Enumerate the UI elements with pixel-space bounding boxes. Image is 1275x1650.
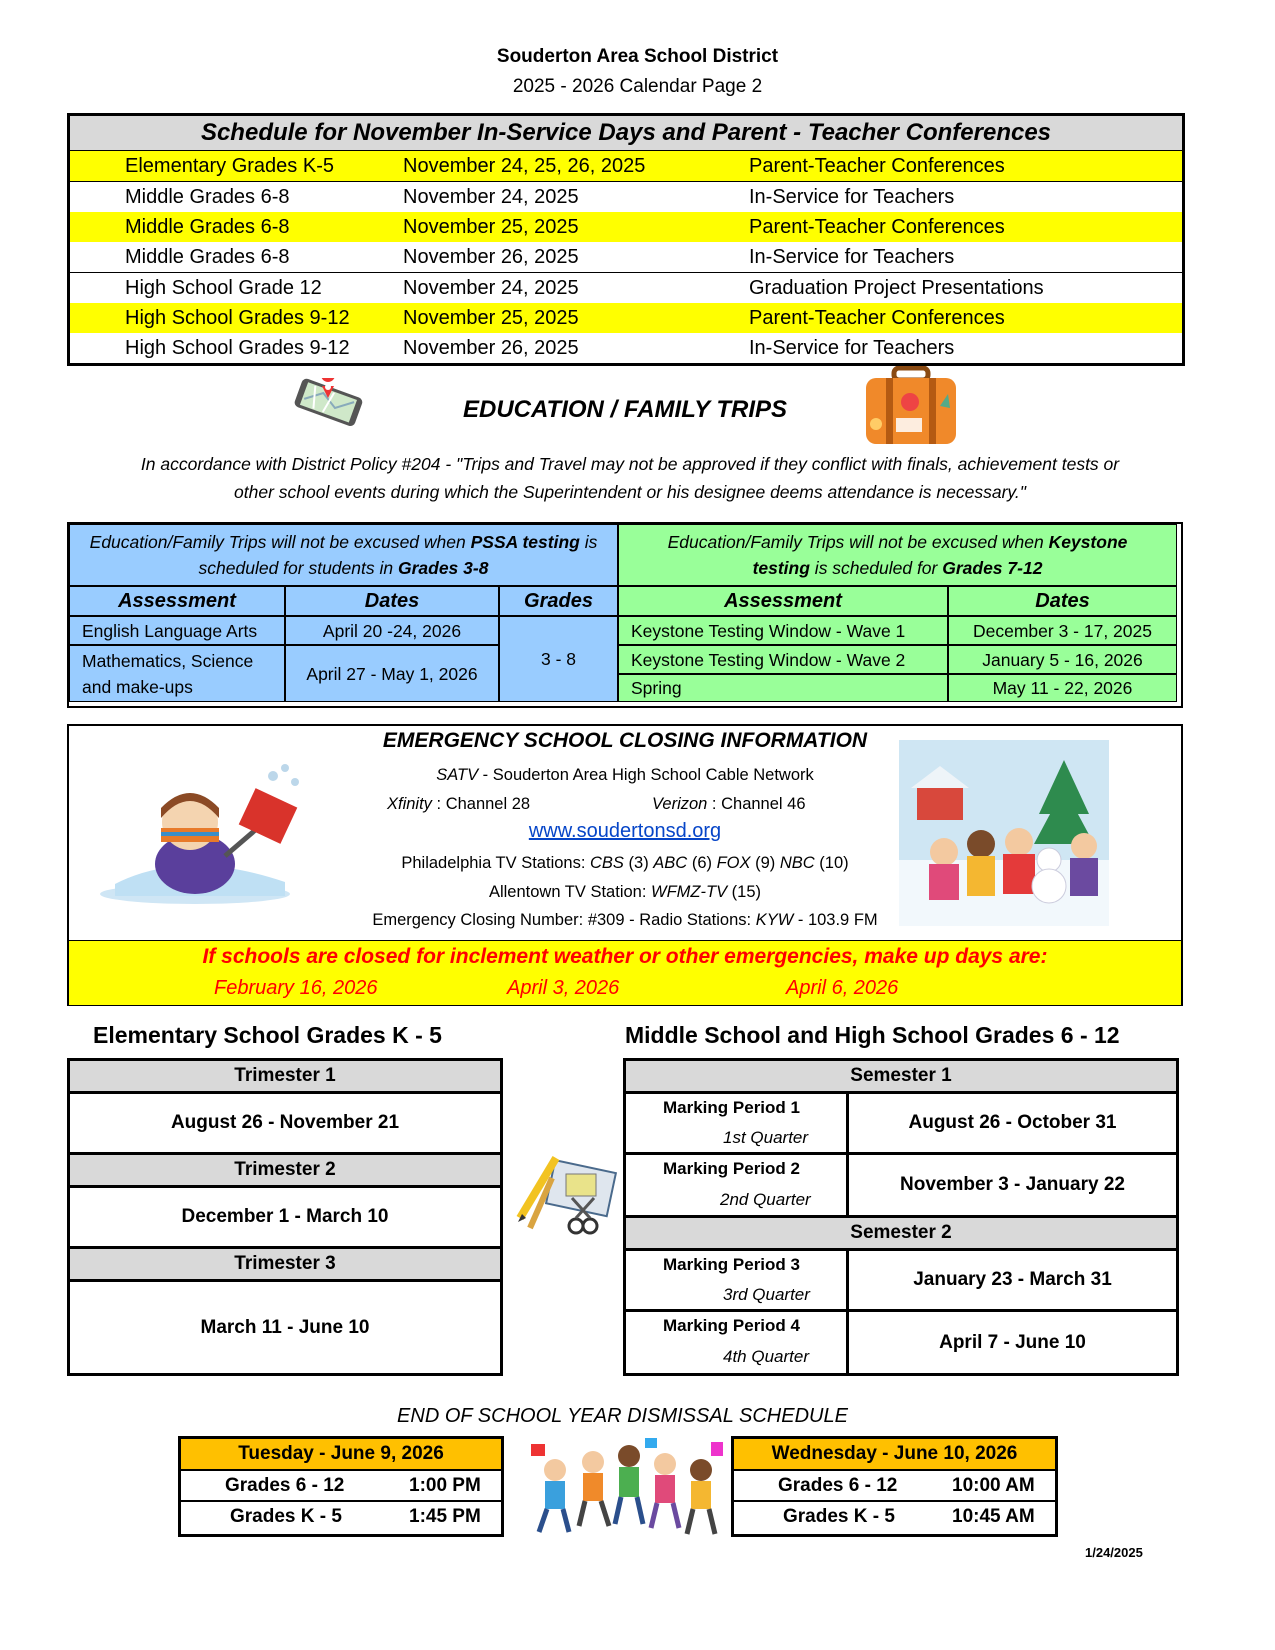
district-website-link[interactable]: www.soudertonsd.org	[528, 820, 722, 842]
marking-period-dates: August 26 - October 31	[908, 1112, 1117, 1133]
satv-line: SATV - Souderton Area High School Cable Network	[436, 766, 814, 784]
row-event: In-Service for Teachers	[749, 246, 955, 268]
row-event: Parent-Teacher Conferences	[749, 155, 1005, 177]
table-row	[70, 181, 1182, 212]
row-group: High School Grade 12	[125, 277, 322, 299]
row-date: November 26, 2025	[403, 246, 579, 268]
table-row	[70, 333, 1182, 363]
table-row	[70, 242, 1182, 272]
emergency-closing-box: EMERGENCY SCHOOL CLOSING INFORMATION SATV - Souderton Area High School Cable Network Xfinity : Channel 28 Verizon : Channel 46 www.soudertonsd.org Philadelphia TV Stations: CBS (3) ABC (6) FOX (9) NBC (10) Allentown TV Station: WFMZ-TV (15) Emergency Closing Number: #309 - Radio Stations: KYW - 103.9 FM If schools are closed for inclement weather or other emergencies, make up days are: February 16, 2026 April 3, 2026 April 6, 2026	[67, 724, 1183, 1006]
pssa-grades: 3 - 8	[499, 616, 618, 702]
pssa-row-dates: April 20 -24, 2026	[285, 616, 499, 645]
semester-label: Semester 2	[626, 1218, 1176, 1248]
philadelphia-stations: Philadelphia TV Stations: CBS (3) ABC (6) FOX (9) NBC (10)	[401, 854, 849, 872]
emergency-title: EMERGENCY SCHOOL CLOSING INFORMATION	[382, 729, 868, 752]
calendar-subtitle: 2025 - 2026 Calendar Page 2	[512, 76, 763, 97]
makeup-day: April 6, 2026	[786, 977, 899, 999]
keystone-intro: Education/Family Trips will not be excused when Keystone testing is scheduled for Grades 7-12	[618, 524, 1177, 586]
pssa-intro: Education/Family Trips will not be excused when PSSA testing is scheduled for students in Grades 3-8	[69, 524, 618, 586]
marking-period	[626, 1312, 846, 1373]
trimester-dates: December 1 - March 10	[181, 1206, 389, 1227]
school-supplies-icon	[510, 1148, 620, 1240]
semester-label: Semester 1	[626, 1061, 1176, 1091]
makeup-day: February 16, 2026	[214, 977, 378, 999]
table-row	[734, 1471, 1055, 1500]
marking-period	[626, 1251, 846, 1309]
table-row	[181, 1471, 501, 1500]
dismissal-date: Wednesday - June 10, 2026	[734, 1439, 1055, 1471]
row-date: November 24, 25, 26, 2025	[403, 155, 646, 177]
row-event: In-Service for Teachers	[749, 337, 955, 359]
marking-period-label: Marking Period 1	[663, 1098, 800, 1117]
row-event: Graduation Project Presentations	[749, 277, 1044, 299]
table-row	[70, 151, 1182, 181]
marking-period-dates: November 3 - January 22	[900, 1174, 1125, 1195]
dismissal-time: 1:45 PM	[409, 1506, 481, 1527]
secondary-heading: Middle School and High School Grades 6 - 12	[625, 1022, 1120, 1048]
trip-policy-text	[70, 450, 1190, 506]
row-event: Parent-Teacher Conferences	[749, 216, 1005, 238]
keystone-row-assessment: Keystone Testing Window - Wave 2	[618, 645, 948, 674]
row-date: November 26, 2025	[403, 337, 579, 359]
dismissal-grades: Grades K - 5	[230, 1506, 342, 1527]
marking-period	[626, 1094, 846, 1152]
quarter-label: 3rd Quarter	[723, 1285, 810, 1304]
row-group: Middle Grades 6-8	[125, 246, 290, 268]
pssa-header-assessment: Assessment	[69, 586, 285, 616]
phone-map-icon	[290, 378, 370, 430]
quarter-label: 4th Quarter	[723, 1347, 809, 1366]
pssa-row-dates: April 27 - May 1, 2026	[285, 645, 499, 702]
marking-period-label: Marking Period 2	[663, 1159, 800, 1178]
dismissal-time: 1:00 PM	[409, 1475, 481, 1496]
keystone-row-dates: December 3 - 17, 2025	[948, 616, 1177, 645]
secondary-marking-table	[623, 1058, 1179, 1376]
row-date: November 25, 2025	[403, 307, 579, 329]
policy-line-1: In accordance with District Policy #204 - "Trips and Travel may not be approved if they conflict with finals, achievement tests or	[140, 454, 1120, 474]
keystone-row-assessment: Spring	[618, 674, 948, 702]
keystone-header-assessment: Assessment	[618, 586, 948, 616]
makeup-title: If schools are closed for inclement weather or other emergencies, make up days are:	[202, 945, 1048, 968]
row-group: High School Grades 9-12	[125, 307, 350, 329]
marking-period-label: Marking Period 4	[663, 1316, 800, 1335]
marking-period	[626, 1155, 846, 1215]
jumping-kids-icon	[525, 1436, 725, 1546]
november-table-title: Schedule for November In-Service Days and Parent - Teacher Conferences	[70, 116, 1182, 151]
pssa-header-dates: Dates	[285, 586, 499, 616]
table-row	[70, 303, 1182, 333]
row-event: In-Service for Teachers	[749, 186, 955, 208]
row-group: Elementary Grades K-5	[125, 155, 334, 177]
row-date: November 25, 2025	[403, 216, 579, 238]
district-name: Souderton Area School District	[496, 46, 779, 67]
row-group: Middle Grades 6-8	[125, 186, 290, 208]
quarter-label: 1st Quarter	[723, 1128, 809, 1147]
dismissal-grades: Grades 6 - 12	[225, 1475, 345, 1496]
trips-title: EDUCATION / FAMILY TRIPS	[462, 396, 787, 423]
row-date: November 24, 2025	[403, 186, 579, 208]
pssa-header-grades: Grades	[499, 586, 618, 616]
marking-period-dates: April 7 - June 10	[939, 1331, 1086, 1353]
closing-number-radio: Emergency Closing Number: #309 - Radio Stations: KYW - 103.9 FM	[372, 911, 878, 929]
snow-kids-icon	[899, 740, 1109, 926]
dismissal-title: END OF SCHOOL YEAR DISMISSAL SCHEDULE	[397, 1405, 848, 1427]
row-group: High School Grades 9-12	[125, 337, 350, 359]
marking-period-label: Marking Period 3	[663, 1255, 800, 1274]
keystone-header-dates: Dates	[948, 586, 1177, 616]
elementary-trimester-table	[67, 1058, 503, 1376]
suitcase-icon	[862, 366, 960, 446]
snow-shovel-kid-icon	[95, 756, 315, 906]
dismissal-grades: Grades 6 - 12	[778, 1475, 898, 1496]
november-schedule-table	[67, 113, 1185, 366]
table-row	[181, 1500, 501, 1531]
revision-date: 1/24/2025	[1085, 1545, 1143, 1560]
pssa-row-assessment: Mathematics, Science and make-ups	[69, 645, 285, 702]
pssa-row-assessment: English Language Arts	[69, 616, 285, 645]
row-date: November 24, 2025	[403, 277, 579, 299]
elementary-heading: Elementary School Grades K - 5	[93, 1022, 442, 1048]
dismissal-day2-table	[731, 1436, 1058, 1537]
keystone-row-dates: January 5 - 16, 2026	[948, 645, 1177, 674]
keystone-row-dates: May 11 - 22, 2026	[948, 674, 1177, 702]
quarter-label: 2nd Quarter	[720, 1190, 811, 1209]
makeup-days-banner	[69, 940, 1181, 1005]
makeup-day: April 3, 2026	[507, 977, 620, 999]
trimester-label: Trimester 3	[70, 1249, 500, 1279]
table-row	[70, 272, 1182, 303]
trimester-dates: March 11 - June 10	[200, 1316, 370, 1338]
row-group: Middle Grades 6-8	[125, 216, 290, 238]
marking-period-dates: January 23 - March 31	[913, 1269, 1112, 1290]
allentown-station: Allentown TV Station: WFMZ-TV (15)	[488, 883, 762, 901]
trimester-dates: August 26 - November 21	[170, 1112, 400, 1133]
trimester-label: Trimester 2	[70, 1155, 500, 1185]
trimester-label: Trimester 1	[70, 1061, 500, 1091]
policy-line-2: other school events during which the Superintendent or his designee deems attendance is necessary."	[234, 482, 1026, 502]
dismissal-time: 10:00 AM	[952, 1475, 1035, 1496]
table-row	[70, 212, 1182, 242]
assessment-table	[67, 522, 1183, 708]
row-event: Parent-Teacher Conferences	[749, 307, 1005, 329]
dismissal-time: 10:45 AM	[952, 1506, 1035, 1527]
keystone-row-assessment: Keystone Testing Window - Wave 1	[618, 616, 948, 645]
dismissal-day1-table	[178, 1436, 504, 1537]
dismissal-grades: Grades K - 5	[783, 1506, 895, 1527]
table-row	[734, 1500, 1055, 1531]
dismissal-date: Tuesday - June 9, 2026	[181, 1439, 501, 1471]
